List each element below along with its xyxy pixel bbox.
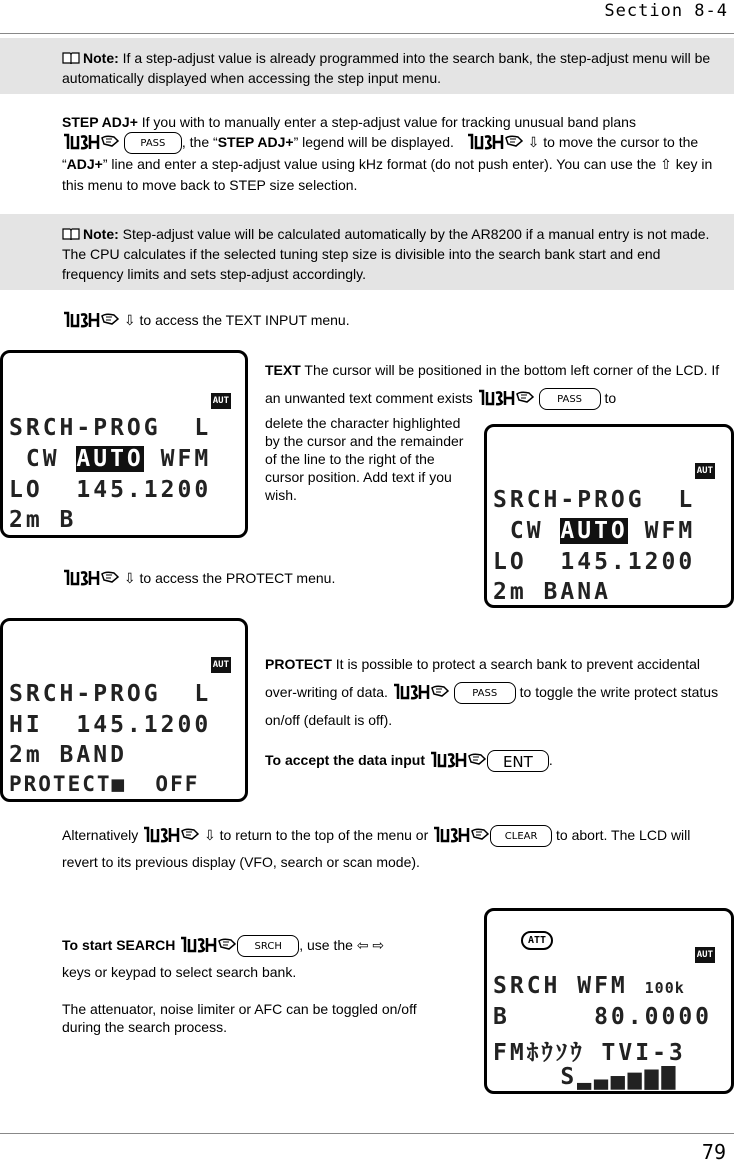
push-icon bbox=[62, 310, 120, 332]
down-arrow-icon: ⇩ bbox=[123, 313, 136, 329]
page-number: 79 bbox=[701, 1140, 726, 1164]
book-icon bbox=[62, 51, 80, 65]
accept-data-line: To accept the data input ENT . bbox=[265, 752, 553, 772]
push-icon bbox=[392, 682, 450, 704]
left-arrow-icon: ⇦ bbox=[356, 938, 369, 954]
note-box-1 bbox=[0, 38, 734, 94]
note-label: Note: bbox=[83, 50, 119, 66]
header-rule bbox=[0, 33, 734, 34]
push-icon bbox=[477, 388, 535, 410]
down-arrow-icon: ⇩ bbox=[123, 571, 136, 587]
att-indicator: ATT bbox=[521, 931, 553, 950]
footer-rule bbox=[0, 1133, 734, 1134]
push-icon bbox=[142, 825, 200, 847]
step-adj-title: STEP ADJ+ bbox=[62, 114, 138, 130]
push-icon bbox=[179, 935, 237, 957]
right-arrow-icon: ⇨ bbox=[372, 938, 385, 954]
note-box-2 bbox=[0, 214, 734, 290]
clear-key-icon: CLEAR bbox=[490, 825, 552, 847]
push-icon bbox=[432, 825, 490, 847]
text-section-paragraph: TEXT The cursor will be positioned in the bottom left corner of the LCD. If an unwanted text comment exists PASS to bbox=[265, 356, 731, 412]
down-arrow-icon: ⇩ bbox=[527, 135, 540, 151]
pass-key-icon: PASS bbox=[124, 132, 182, 154]
text-input-instruction: ⇩ to access the TEXT INPUT menu. bbox=[62, 310, 350, 332]
note-text-2: Note: Step-adjust value will be calculated automatically by the AR8200 if a manual entry is not made. The CPU calculates if the selected tuning step size is divisible into the search bank start and end frequency limits and sets step-adjust accordingly. bbox=[62, 226, 710, 282]
push-icon bbox=[429, 750, 487, 772]
step-adj-paragraph: STEP ADJ+ If you with to manually enter a step-adjust value for tracking unusual band plans PASS , the “STEP ADJ+” legend will be displayed. ⇩ to move the cursor to the “ADJ+” line and enter a step-adjust value using kHz format (do not push enter). You can use the ⇧ key in this menu to move back to STEP size selection. bbox=[62, 114, 713, 194]
start-search-paragraph: To start SEARCH SRCH , use the ⇦ ⇨ keys or keypad to select search bank. bbox=[62, 937, 385, 980]
protect-paragraph: PROTECT It is possible to protect a search bank to prevent accidental over-writing of data. PASS to toggle the write protect status on/off (default is off). bbox=[265, 656, 719, 728]
push-icon bbox=[466, 132, 524, 154]
lcd-display-search: ATT AUT SRCH WFM 100k B 80.0000 FMﾎｳｿｳ TVI-3 S▂▃▄▅▆▇ bbox=[484, 908, 734, 1094]
note-body: If a step-adjust value is already programmed into the search bank, the step-adjust menu will be automatically displayed when accessing the step input menu. bbox=[62, 50, 711, 86]
down-arrow-icon: ⇩ bbox=[204, 828, 216, 844]
up-arrow-icon: ⇧ bbox=[660, 157, 672, 174]
book-icon bbox=[62, 227, 80, 241]
ent-key-icon: ENT bbox=[487, 750, 549, 772]
lcd-display-protect: AUT SRCH-PROG L HI 145.1200 2m BAND PROTECT■ OFF bbox=[0, 618, 248, 802]
pass-key-icon: PASS bbox=[454, 682, 516, 704]
section-header: Section 8-4 bbox=[604, 1, 728, 21]
lcd-display-text-2: AUT SRCH-PROG L CW AUTO WFM LO 145.1200 2m BANA bbox=[484, 424, 734, 608]
srch-key-icon: SRCH bbox=[237, 935, 299, 957]
lcd-display-text-1: AUT SRCH-PROG L CW AUTO WFM LO 145.1200 2m B bbox=[0, 350, 248, 538]
text-section-continued: delete the character highlighted by the cursor and the remainder of the line to the right of the cursor position. Add text if you wish. bbox=[265, 415, 464, 503]
aut-indicator: AUT bbox=[211, 393, 231, 409]
push-icon bbox=[62, 132, 120, 154]
note-text-1 bbox=[62, 48, 716, 88]
alternatively-paragraph: Alternatively ⇩ to return to the top of the menu or CLEAR to abort. The LCD will revert to its previous display (VFO, search or scan mode). bbox=[62, 827, 691, 870]
push-icon bbox=[62, 568, 120, 590]
protect-instruction: ⇩ to access the PROTECT menu. bbox=[62, 568, 335, 590]
attenuator-note: The attenuator, noise limiter or AFC can be toggled on/off during the search process. bbox=[62, 1001, 417, 1035]
pass-key-icon: PASS bbox=[539, 388, 601, 410]
